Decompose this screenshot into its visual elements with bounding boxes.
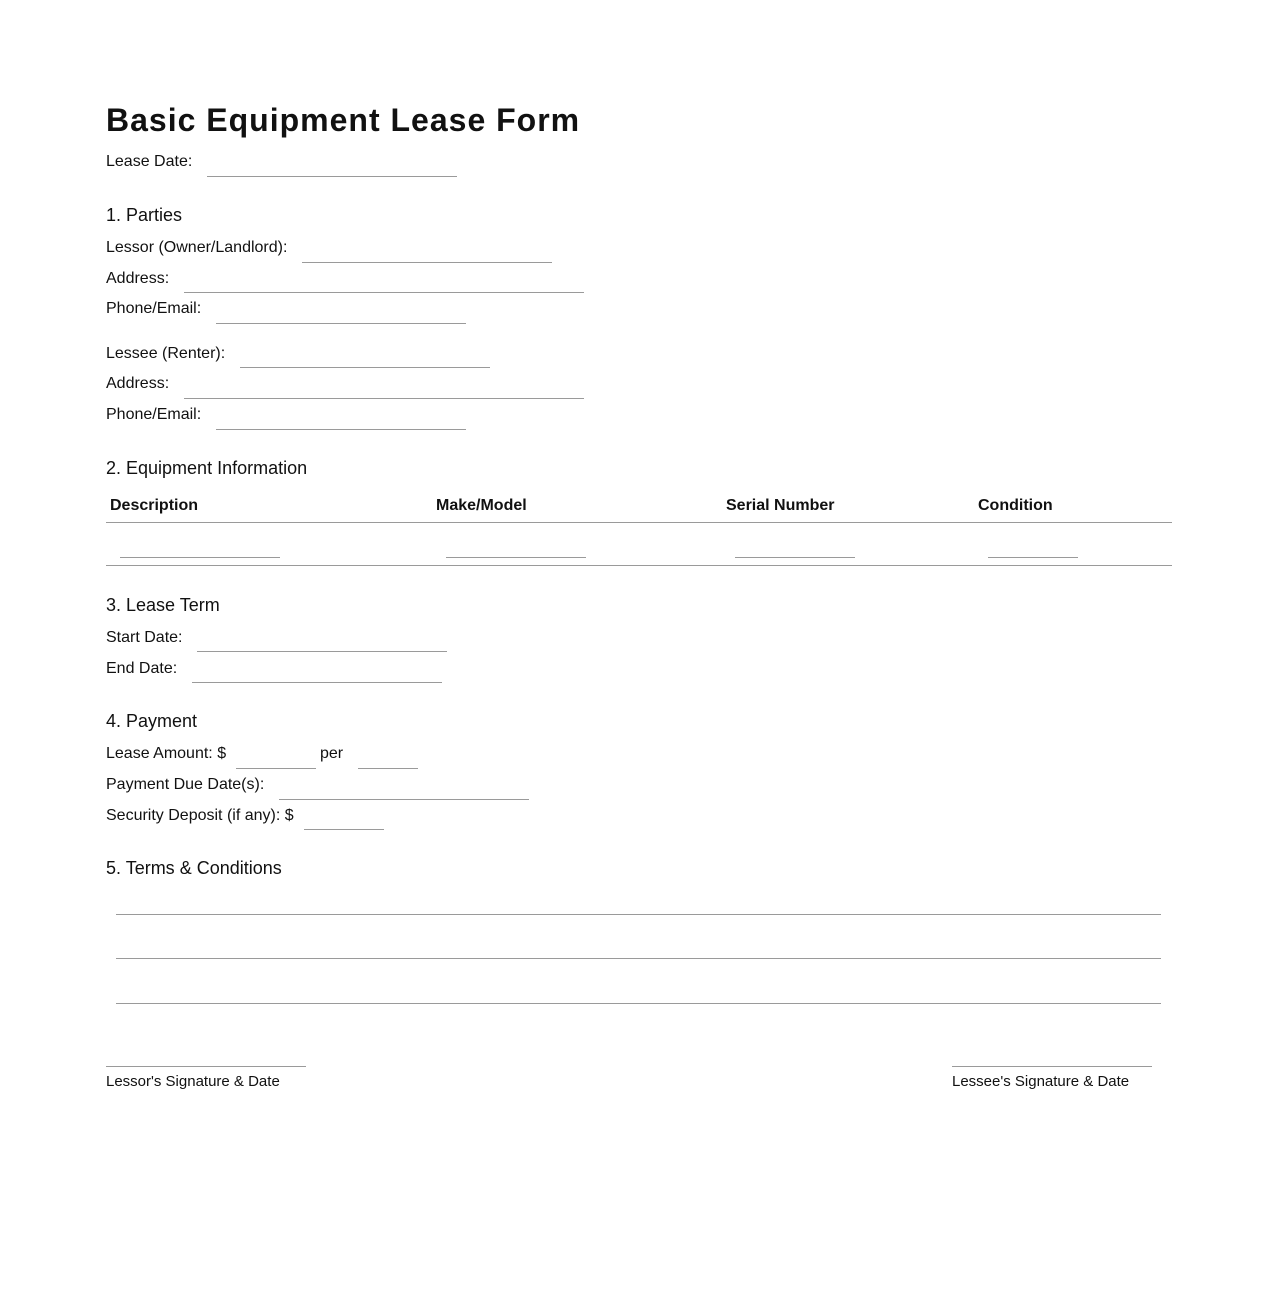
lessor-signature-line[interactable] [106,1066,306,1067]
lease-date-field[interactable] [207,176,457,177]
end-date-row [106,659,506,689]
lessee-signature-block [952,1050,1172,1095]
column-header-make-model: Make/Model [436,497,527,514]
start-date-label: Start Date: [106,629,183,646]
lease-amount-row [106,744,506,774]
serial-number-field[interactable] [735,557,855,558]
column-header-condition: Condition [978,497,1053,514]
lessee-name-row [106,344,606,374]
lessor-name-label: Lessor (Owner/Landlord): [106,239,288,256]
lessee-contact-field[interactable] [216,429,466,430]
form-title: Basic Equipment Lease Form [106,102,581,138]
lessee-name-field[interactable] [240,367,490,368]
lessee-address-row [106,374,606,404]
lessee-signature-line[interactable] [952,1066,1152,1067]
lessor-address-row [106,269,606,299]
terms-line[interactable] [116,958,1161,959]
lessee-contact-row [106,405,606,435]
equipment-heading: 2. Equipment Information [106,458,308,478]
lease-date-label: Lease Date: [106,153,193,170]
lease-term-heading: 3. Lease Term [106,595,220,615]
table-row [106,530,1172,566]
lease-period-field[interactable] [358,768,418,769]
payment-due-row [106,775,606,805]
lessor-name-field[interactable] [302,262,552,263]
terms-heading: 5. Terms & Conditions [106,858,282,878]
terms-line[interactable] [116,914,1161,915]
lessee-address-field[interactable] [184,398,584,399]
equipment-table-header [106,496,1172,524]
security-deposit-field[interactable] [304,829,384,830]
lessor-contact-field[interactable] [216,323,466,324]
lease-amount-field[interactable] [236,768,316,769]
end-date-field[interactable] [192,682,442,683]
lessee-signature-caption: Lessee's Signature & Date [952,1073,1130,1090]
lessee-contact-label: Phone/Email: [106,406,202,423]
lessor-address-label: Address: [106,270,170,287]
start-date-field[interactable] [197,651,447,652]
table-bottom-divider [106,565,1172,566]
lessor-signature-caption: Lessor's Signature & Date [106,1073,280,1090]
start-date-row [106,628,506,658]
lease-amount-label: Lease Amount: $ [106,745,227,762]
table-header-divider [106,522,1172,523]
lessor-contact-label: Phone/Email: [106,300,202,317]
description-field[interactable] [120,557,280,558]
condition-field[interactable] [988,557,1078,558]
per-label: per [320,745,344,762]
terms-line[interactable] [116,1003,1161,1004]
payment-heading: 4. Payment [106,711,198,731]
lease-date-row [106,152,506,182]
make-model-field[interactable] [446,557,586,558]
lessor-signature-block [106,1050,326,1095]
end-date-label: End Date: [106,660,178,677]
security-deposit-label: Security Deposit (if any): $ [106,807,294,824]
column-header-description: Description [110,497,199,514]
lessee-address-label: Address: [106,375,170,392]
lessor-name-row [106,238,606,268]
payment-due-label: Payment Due Date(s): [106,776,265,793]
column-header-serial-number: Serial Number [726,497,835,514]
payment-due-field[interactable] [279,799,529,800]
lessor-address-field[interactable] [184,292,584,293]
parties-heading: 1. Parties [106,205,183,225]
security-deposit-row [106,806,506,836]
lessee-name-label: Lessee (Renter): [106,345,226,362]
lessor-contact-row [106,299,606,329]
lease-form-page [106,0,1172,1300]
